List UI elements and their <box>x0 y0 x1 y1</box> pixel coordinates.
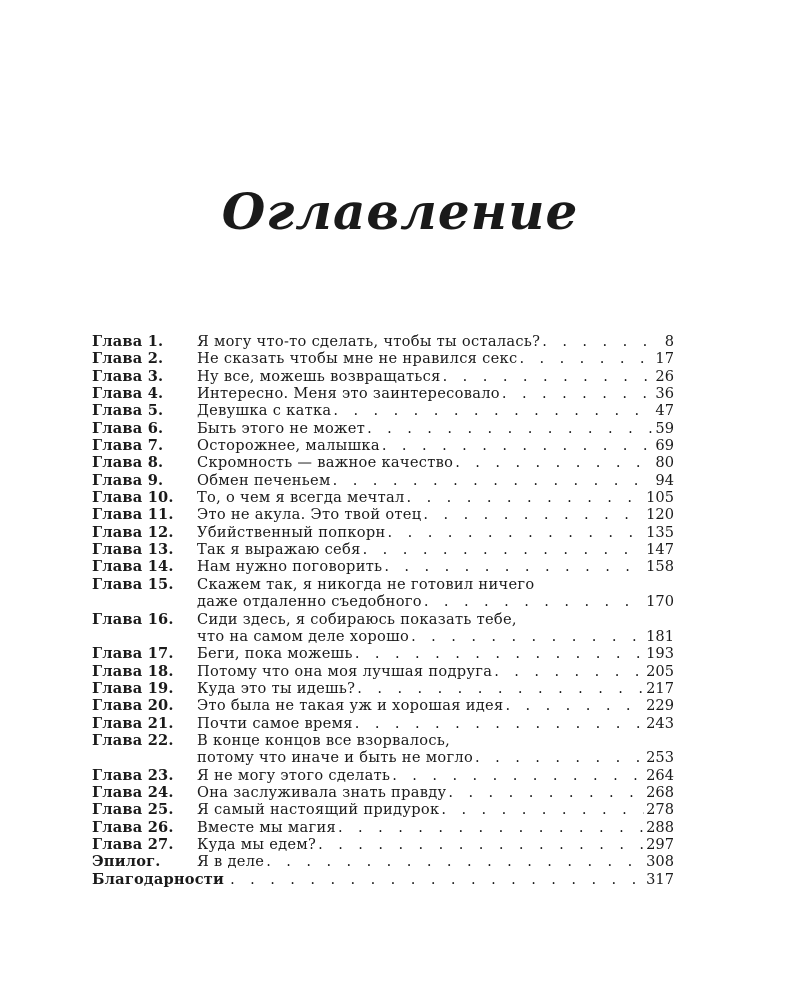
toc-entry <box>92 472 674 489</box>
toc-entry-page: 69 <box>655 437 674 455</box>
toc-entry-title: Ну все, можешь возвращаться <box>197 367 441 385</box>
toc-entry <box>92 454 674 471</box>
dot-leader <box>519 350 653 367</box>
toc-entry-page: 217 <box>646 679 674 697</box>
toc-entry-page: 317 <box>646 870 674 888</box>
toc-entry-title: Осторожнее, малышка <box>197 437 380 455</box>
toc-entry-label: Глава 9. <box>92 471 164 489</box>
dot-leader <box>424 593 644 610</box>
toc-entry-title: Обмен печеньем <box>197 471 331 489</box>
toc-entry <box>92 350 674 367</box>
toc-entry-title: Я не могу этого сделать <box>197 766 391 784</box>
toc-entry-label: Глава 12. <box>92 523 174 541</box>
toc-entry-page: 26 <box>655 367 674 385</box>
toc-entry-label: Глава 11. <box>92 506 174 524</box>
toc-entry-page: 59 <box>655 419 674 437</box>
toc-entry <box>92 819 674 836</box>
dot-leader <box>357 680 644 697</box>
toc-entry <box>92 836 674 853</box>
toc-entry-title: Девушка с катка <box>197 402 332 420</box>
page-title: Оглавление <box>221 182 579 241</box>
toc-entry-page: 135 <box>646 523 674 541</box>
toc-entry <box>92 506 674 523</box>
toc-entry <box>92 853 674 870</box>
toc-entry-label: Глава 5. <box>92 402 164 420</box>
toc-entry <box>92 489 674 506</box>
toc-entry <box>92 541 674 558</box>
toc-entry-title: Так я выражаю себя <box>197 541 361 559</box>
toc-entry-title: Она заслуживала знать правду <box>197 783 447 801</box>
toc-entry-page: 36 <box>655 385 674 403</box>
dot-leader <box>355 715 644 732</box>
toc-entry-page: 278 <box>646 801 674 819</box>
toc-entry-label: Глава 24. <box>92 783 174 801</box>
toc-entry-title: Беги, пока можешь <box>197 645 353 663</box>
toc-entry-title: Почти самое время <box>197 714 353 732</box>
toc-entry-title: даже отдаленно съедобного <box>197 593 422 611</box>
toc-entry-page: 253 <box>646 749 674 767</box>
toc-entry-title: Не сказать чтобы мне не нравился секс <box>197 350 518 368</box>
toc-entry <box>92 558 674 575</box>
toc-entry-page: 147 <box>646 541 674 559</box>
toc-entry-page: 308 <box>646 853 674 871</box>
toc-entry-title: Скромность — важное качество <box>197 454 454 472</box>
toc-entry <box>92 524 674 541</box>
toc-entry <box>92 576 674 593</box>
table-of-contents <box>92 333 674 888</box>
dot-leader <box>505 697 644 714</box>
toc-entry-page: 288 <box>646 818 674 836</box>
toc-entry-title: Куда это ты идешь? <box>197 679 356 697</box>
dot-leader <box>382 437 654 454</box>
toc-entry <box>92 871 674 888</box>
toc-entry-continuation <box>92 593 674 610</box>
toc-entry-title: потому что иначе и быть не могло <box>197 749 474 767</box>
toc-entry <box>92 680 674 697</box>
toc-entry-label: Глава 6. <box>92 419 164 437</box>
toc-entry-page: 268 <box>646 783 674 801</box>
toc-entry-page: 229 <box>646 697 674 715</box>
toc-entry <box>92 368 674 385</box>
toc-entry-title: Сиди здесь, я собираюсь показать тебе, <box>197 610 517 628</box>
toc-entry-label: Глава 1. <box>92 333 164 350</box>
toc-entry-page: 243 <box>646 714 674 732</box>
toc-entry-label: Глава 25. <box>92 801 174 819</box>
toc-entry <box>92 645 674 662</box>
toc-entry-title: Куда мы едем? <box>197 835 317 853</box>
toc-entry-page: 120 <box>646 506 674 524</box>
toc-entry-label: Глава 7. <box>92 437 164 455</box>
toc-entry <box>92 333 674 350</box>
toc-entry-label: Глава 16. <box>92 610 174 628</box>
toc-entry <box>92 767 674 784</box>
toc-entry-page: 80 <box>655 454 674 472</box>
toc-entry-title: Нам нужно поговорить <box>197 558 383 576</box>
toc-entry-page: 205 <box>646 662 674 680</box>
dot-leader <box>388 524 645 541</box>
dot-leader <box>455 454 653 471</box>
toc-entry-title: Интересно. Меня это заинтересовало <box>197 385 500 403</box>
toc-entry-label: Глава 22. <box>92 731 174 749</box>
toc-entry <box>92 784 674 801</box>
dot-leader <box>411 628 644 645</box>
toc-entry-label: Глава 8. <box>92 454 164 472</box>
toc-entry <box>92 732 674 749</box>
toc-entry-title: То, о чем я всегда мечтал <box>197 489 405 507</box>
dot-leader <box>448 784 644 801</box>
dot-leader <box>355 645 644 662</box>
toc-entry-title: В конце концов все взорвалось, <box>197 731 451 749</box>
toc-entry-title: Скажем так, я никогда не готовил ничего <box>197 575 535 593</box>
toc-entry-page: 94 <box>655 471 674 489</box>
dot-leader <box>542 333 662 350</box>
toc-entry-title: Я самый настоящий придурок <box>197 801 440 819</box>
toc-entry <box>92 697 674 714</box>
toc-entry-label: Глава 26. <box>92 818 174 836</box>
toc-entry-page: 8 <box>664 333 674 350</box>
toc-entry <box>92 402 674 419</box>
toc-entry <box>92 611 674 628</box>
toc-entry-page: 264 <box>646 766 674 784</box>
toc-entry-label: Глава 17. <box>92 645 174 663</box>
toc-entry-title: Вместе мы магия <box>197 818 336 836</box>
dot-leader <box>423 506 644 523</box>
dot-leader <box>392 767 644 784</box>
toc-entry <box>92 715 674 732</box>
dot-leader <box>407 489 645 506</box>
toc-entry-page: 297 <box>646 835 674 853</box>
toc-entry-label: Благодарности <box>92 870 225 888</box>
toc-entry-continuation <box>92 749 674 766</box>
toc-entry-page: 158 <box>646 558 674 576</box>
toc-entry <box>92 420 674 437</box>
dot-leader <box>367 420 653 437</box>
toc-entry-label: Глава 15. <box>92 575 174 593</box>
toc-entry-label: Глава 23. <box>92 766 174 784</box>
dot-leader <box>441 801 644 818</box>
dot-leader <box>475 749 644 766</box>
toc-entry-label: Глава 10. <box>92 489 174 507</box>
toc-entry-label: Глава 13. <box>92 541 174 559</box>
dot-leader <box>443 368 654 385</box>
toc-entry <box>92 385 674 402</box>
toc-entry-page: 47 <box>655 402 674 420</box>
toc-entry-label: Эпилог. <box>92 853 161 871</box>
toc-entry-page: 170 <box>646 593 674 611</box>
toc-entry-title: Я могу что-то сделать, чтобы ты осталась? <box>197 333 541 350</box>
toc-entry-title: Потому что она моя лучшая подруга <box>197 662 493 680</box>
toc-entry-label: Глава 2. <box>92 350 164 368</box>
toc-entry-label: Глава 3. <box>92 367 164 385</box>
toc-entry-label: Глава 19. <box>92 679 174 697</box>
toc-entry-title: что на самом деле хорошо <box>197 627 410 645</box>
toc-entry-continuation <box>92 628 674 645</box>
toc-entry <box>92 801 674 818</box>
dot-leader <box>266 853 644 870</box>
dot-leader <box>384 558 644 575</box>
toc-entry-label: Глава 14. <box>92 558 174 576</box>
dot-leader <box>494 663 644 680</box>
dot-leader <box>333 402 653 419</box>
toc-entry-page: 193 <box>646 645 674 663</box>
dot-leader <box>502 385 654 402</box>
toc-entry-label: Глава 21. <box>92 714 174 732</box>
dot-leader <box>318 836 644 853</box>
toc-entry <box>92 663 674 680</box>
dot-leader <box>230 871 644 888</box>
toc-entry-label: Глава 4. <box>92 385 164 403</box>
toc-entry-title: Я в деле <box>197 853 265 871</box>
toc-entry-page: 181 <box>646 627 674 645</box>
dot-leader <box>333 472 654 489</box>
toc-entry-title: Убийственный попкорн <box>197 523 386 541</box>
dot-leader <box>363 541 645 558</box>
toc-entry-label: Глава 27. <box>92 835 174 853</box>
dot-leader <box>338 819 644 836</box>
toc-entry-page: 17 <box>655 350 674 368</box>
toc-entry-title: Это не акула. Это твой отец <box>197 506 422 524</box>
toc-entry-title: Быть этого не может <box>197 419 366 437</box>
toc-entry-label: Глава 20. <box>92 697 174 715</box>
toc-entry <box>92 437 674 454</box>
toc-entry-label: Глава 18. <box>92 662 174 680</box>
toc-entry-title: Это была не такая уж и хорошая идея <box>197 697 504 715</box>
toc-entry-page: 105 <box>646 489 674 507</box>
